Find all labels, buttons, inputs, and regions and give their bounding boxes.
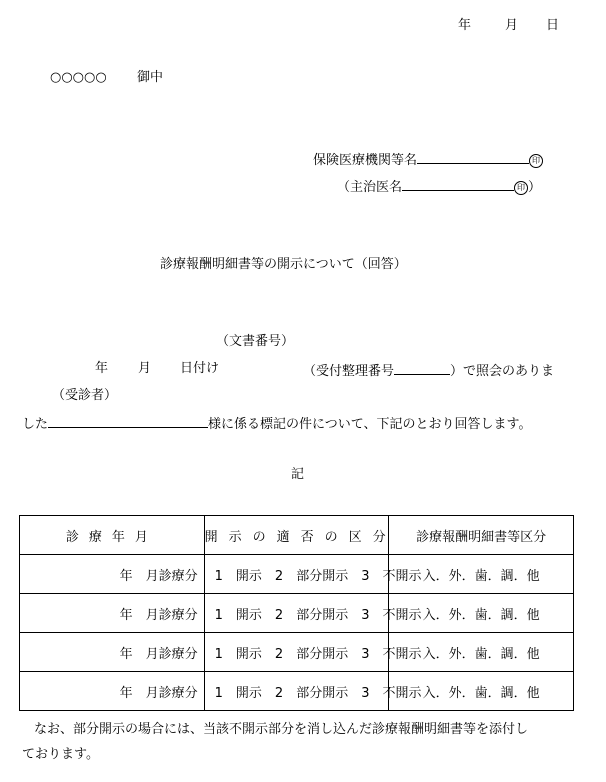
institution-line: [313, 150, 543, 169]
row-category[interactable]: 入．外．歯．調．他: [389, 672, 574, 711]
row-period: 年 月診療分: [20, 594, 205, 633]
institution-label: 保険医療機関等名: [313, 153, 418, 168]
date-year: 年: [458, 18, 472, 33]
patient-label: （受診者）: [52, 388, 118, 403]
doctor-blank[interactable]: [402, 177, 514, 191]
header-period: 診療年月: [20, 516, 205, 555]
date-month: 月: [505, 18, 519, 33]
receipt-label: （受付整理番号: [303, 364, 395, 379]
receipt-blank[interactable]: [394, 361, 450, 375]
line2-suffix: 様に係る標記の件について、下記のとおり回答します。: [208, 417, 532, 432]
receipt-close: ）で照会のありま: [450, 364, 555, 379]
body-date-month: 月: [138, 361, 152, 376]
doc-number-label: （文書番号）: [216, 334, 295, 349]
header-category: 診療報酬明細書等区分: [389, 516, 574, 555]
patient-name-blank[interactable]: [48, 414, 208, 428]
addressee-name: ○○○○○: [50, 70, 107, 85]
doctor-close: ）: [528, 180, 542, 195]
seal-mark: 印: [514, 181, 528, 195]
table-row: [20, 633, 574, 672]
disclosure-table: [19, 515, 574, 711]
row-category[interactable]: 入．外．歯．調．他: [389, 633, 574, 672]
table-row: [20, 672, 574, 711]
seal-mark: 印: [529, 154, 543, 168]
ki-heading: 記: [291, 467, 305, 482]
row-period: 年 月診療分: [20, 633, 205, 672]
row-period: 年 月診療分: [20, 555, 205, 594]
row-category[interactable]: 入．外．歯．調．他: [389, 594, 574, 633]
document-title: 診療報酬明細書等の開示について（回答）: [160, 257, 407, 272]
doctor-line: [337, 177, 541, 196]
header-disclosure: 開示の適否の区分: [204, 516, 389, 555]
receipt-line: [303, 361, 554, 380]
addressee-honorific: 御中: [137, 70, 164, 85]
note-line1: なお、部分開示の場合には、当該不開示部分を消し込んだ診療報酬明細書等を添付し: [34, 722, 529, 737]
body-line2: [22, 414, 531, 433]
institution-blank[interactable]: [417, 150, 529, 164]
line2-prefix: した: [22, 417, 49, 432]
row-options[interactable]: 1 開示 2 部分開示 3 不開示: [204, 594, 389, 633]
date-day: 日: [546, 18, 560, 33]
row-options[interactable]: 1 開示 2 部分開示 3 不開示: [204, 555, 389, 594]
note-line2: ております。: [22, 747, 99, 762]
row-category[interactable]: 入．外．歯．調．他: [389, 555, 574, 594]
row-options[interactable]: 1 開示 2 部分開示 3 不開示: [204, 633, 389, 672]
body-date-year: 年: [95, 361, 109, 376]
row-options[interactable]: 1 開示 2 部分開示 3 不開示: [204, 672, 389, 711]
doctor-label: （主治医名: [337, 180, 403, 195]
table-header-row: [20, 516, 574, 555]
row-period: 年 月診療分: [20, 672, 205, 711]
table-row: [20, 555, 574, 594]
table-row: [20, 594, 574, 633]
body-date-suffix: 日付け: [180, 361, 220, 376]
